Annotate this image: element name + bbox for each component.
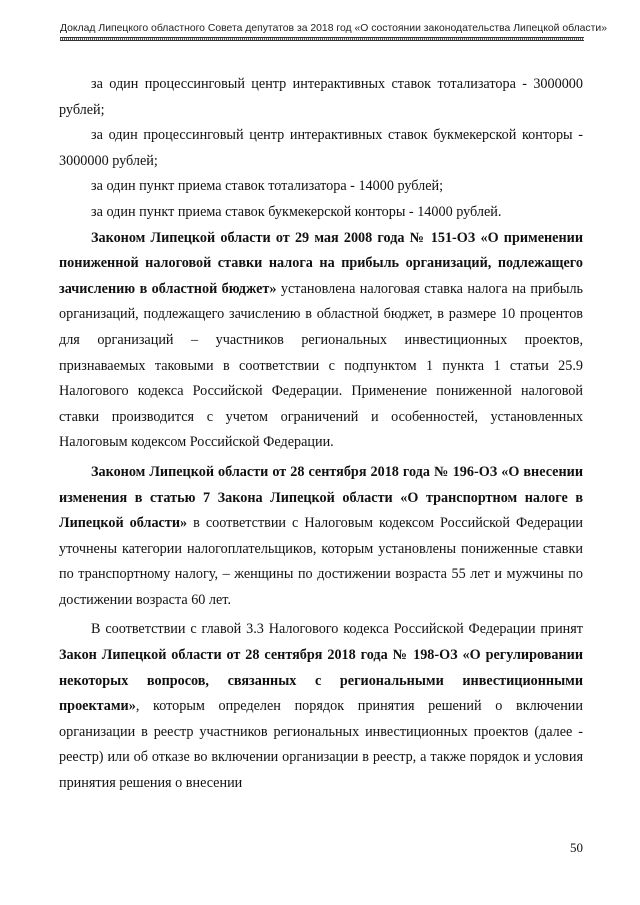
- law-title: Законом Липецкой области от 29 мая 2008 года № 151-ОЗ «О применении пониженной налоговой ставки налога на прибыль организаций, подлежащего зачислению в областной бюджет»: [59, 229, 583, 297]
- law-title: Закон Липецкой области от 28 сентября 2018 года № 198-ОЗ «О регулировании некоторых вопросов, связанных с региональными инвестиционными проектами»: [59, 647, 583, 715]
- paragraph: за один процессинговый центр интерактивных ставок букмекерской конторы - 3000000 рублей;: [59, 127, 583, 169]
- law-paragraph: [59, 460, 583, 614]
- paragraph-lead: В соответствии с главой 3.3 Налогового кодекса Российской Федерации принят: [91, 621, 583, 638]
- law-paragraph: [59, 617, 583, 796]
- law-title: Законом Липецкой области от 28 сентября 2018 года № 196-ОЗ «О внесении изменения в статью 7 Закона Липецкой области «О транспортном налоге в Липецкой области»: [59, 463, 583, 532]
- paragraph-body: в соответствии с Налоговым кодексом Российской Федерации уточнены категории налогоплательщиков, которым установлены пониженные ставки по транспортному налогу, – женщины по достижении возраста 55 лет и мужчины по достижении возраста 60 лет.: [59, 515, 584, 608]
- paragraph-body: , которым определен порядок принятия решений о включении организации в реестр участников региональных инвестиционных проектов (далее - реестр) или об отказе во включении организации в реестр, а также порядок и условия принятия решения о внесении: [59, 698, 583, 792]
- page-number: 50: [570, 840, 583, 855]
- paragraph-body: установлена налоговая ставка налога на прибыль организаций, подлежащего зачислению в областной бюджет, в размере 10 процентов для организаций – участников региональных инвестиционных проектов, признаваемых таковыми в соответствии с подпунктом 1 пункта 1 статьи 25.9 Налогового кодекса Российской Федерации. Применение пониженной налоговой ставки производится с учетом ограничений и особенностей, установленных Налоговым кодексом Российской Федерации.: [59, 280, 583, 451]
- paragraph: за один пункт приема ставок букмекерской конторы - 14000 рублей.: [91, 203, 502, 220]
- law-paragraph: [59, 226, 583, 456]
- header-divider: [60, 37, 584, 41]
- body-text: [59, 72, 583, 797]
- paragraph: за один пункт приема ставок тотализатора - 14000 рублей;: [91, 178, 444, 195]
- paragraph: за один процессинговый центр интерактивных ставок тотализатора - 3000000 рублей;: [59, 76, 583, 118]
- running-header: Доклад Липецкого областного Совета депутатов за 2018 год «О состоянии законодательства Липецкой области»: [60, 23, 607, 34]
